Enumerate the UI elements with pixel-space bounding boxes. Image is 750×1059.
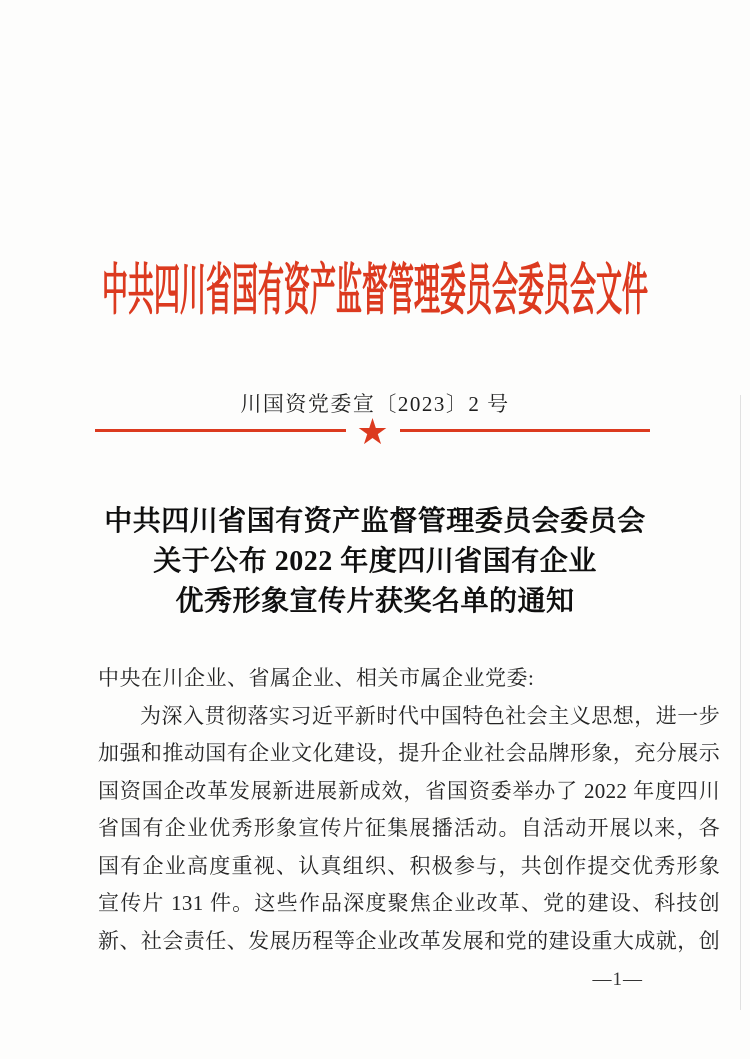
body-line: 宣传片 131 件。这些作品深度聚焦企业改革、党的建设、科技创 — [98, 891, 720, 915]
red-rule-left-segment — [95, 429, 346, 432]
body-line: 为深入贯彻落实习近平新时代中国特色社会主义思想，进一步 — [140, 703, 720, 728]
body-text — [98, 660, 720, 960]
notice-title-line-3: 优秀形象宣传片获奖名单的通知 — [175, 586, 575, 617]
scan-artifact-line — [740, 395, 741, 1010]
red-rule — [95, 412, 650, 453]
body-line: 新、社会责任、发展历程等企业改革发展和党的建设重大成就，创 — [98, 928, 720, 953]
body-line: 国资国企改革发展新进展新成效，省国资委举办了 2022 年度四川 — [98, 778, 720, 803]
body-line: 国有企业高度重视、认真组织、积极参与，共创作提交优秀形象 — [98, 853, 720, 878]
doc-number: 川国资党委宣〔2023〕2 号 — [240, 392, 510, 416]
letterhead — [0, 259, 750, 323]
star-icon: ★ — [356, 412, 389, 453]
notice-title-line-2: 关于公布 2022 年度四川省国有企业 — [153, 546, 597, 577]
salutation-line: 中央在川企业、省属企业、相关市属企业党委: — [98, 666, 535, 690]
letterhead-org-title: 中共四川省国有资产监督管理委员会委员会文件 — [101, 259, 648, 323]
notice-title — [0, 502, 750, 622]
body-line: 省国有企业优秀形象宣传片征集展播活动。自活动开展以来，各 — [98, 816, 720, 840]
body-line: 加强和推动国有企业文化建设，提升企业社会品牌形象，充分展示 — [98, 741, 720, 765]
notice-title-line-1: 中共四川省国有资产监督管理委员会委员会 — [104, 506, 646, 537]
page-number: —1— — [592, 969, 643, 990]
red-rule-right-segment — [400, 429, 651, 432]
